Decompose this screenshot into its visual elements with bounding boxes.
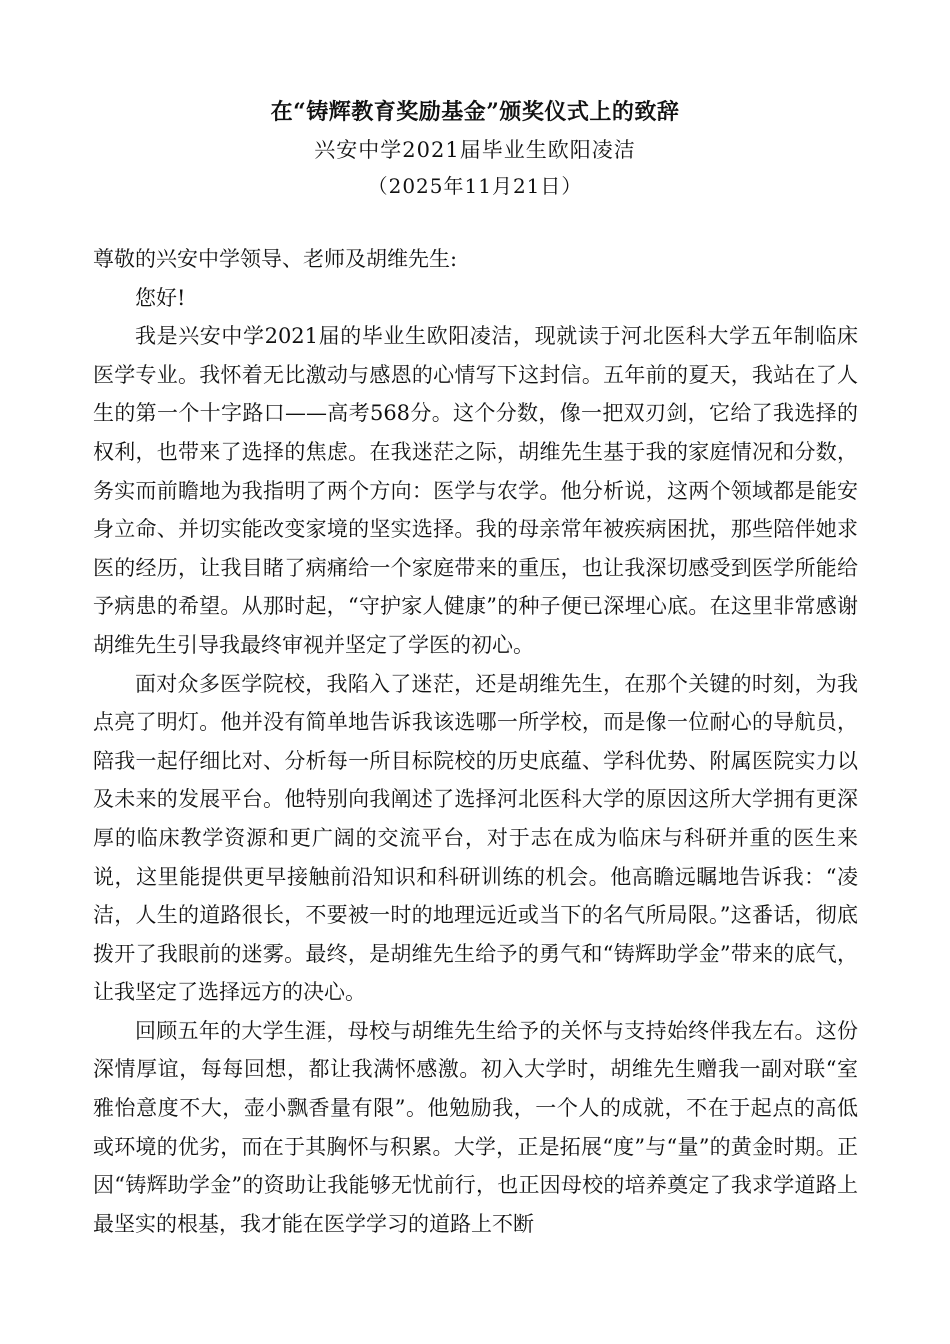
salutation: 尊敬的兴安中学领导、老师及胡维先生: [93, 247, 458, 271]
document-date: （2025年11月21日） [367, 174, 583, 198]
greeting: 您好! [135, 285, 186, 310]
document-title: 在“铸辉教育奖励基金”颁奖仪式上的致辞 [270, 99, 680, 125]
document-author: 兴安中学2021届毕业生欧阳凌洁 [314, 138, 636, 162]
paragraph-1: 我是兴安中学2021届的毕业生欧阳凌洁，现就读于河北医科大学五年制临床医学专业。我怀着无比激动与感恩的心情写下这封信。五年前的夏天，我站在了人生的第一个十字路口——高考568分。这个分数，像一把双刃剑，它给了我选择的权利，也带来了选择的焦虑。在我迷茫之际，胡维先生基于我的家庭情况和分数，务实而前瞻地为我指明了两个方向：医学与农学。他分析说，这两个领域都是能安身立命、并切实能改变家境的坚实选择。我的母亲常年被疾病困扰，那些陪伴她求医的经历，让我目睹了病痛给一个家庭带来的重压，也让我深切感受到医学所能给予病患的希望。从那时起，“守护家人健康”的种子便已深埋心底。在这里非常感谢胡维先生引导我最终审视并坚定了学医的初心。 [93, 324, 858, 657]
paragraph-2: 面对众多医学院校，我陷入了迷茫，还是胡维先生，在那个关键的时刻，为我点亮了明灯。他并没有简单地告诉我该选哪一所学校，而是像一位耐心的导航员，陪我一起仔细比对、分析每一所目标院校的历史底蕴、学科优势、附属医院实力以及未来的发展平台。他特别向我阐述了选择河北医科大学的原因这所大学拥有更深厚的临床教学资源和更广阔的交流平台，对于志在成为临床与科研并重的医生来说，这里能提供更早接触前沿知识和科研训练的机会。他高瞻远瞩地告诉我：“凌洁，人生的道路很长，不要被一时的地理远近或当下的名气所局限。”这番话，彻底拨开了我眼前的迷雾。最终，是胡维先生给予的勇气和“铸辉助学金”带来的底气，让我坚定了选择远方的决心。 [93, 671, 858, 1005]
paragraph-3: 回顾五年的大学生涯，母校与胡维先生给予的关怀与支持始终伴我左右。这份深情厚谊，每每回想，都让我满怀感激。初入大学时，胡维先生赠我一副对联“室雅怡意度不大，壶小飘香量有限”。他勉励我，一个人的成就，不在于起点的高低或环境的优劣，而在于其胸怀与积累。大学，正是拓展“度”与“量”的黄金时期。正因“铸辉助学金”的资助让我能够无忧前行，也正因母校的培养奠定了我求学道路上最坚实的根基，我才能在医学学习的道路上不断 [93, 1018, 858, 1236]
document-body [93, 240, 858, 1243]
